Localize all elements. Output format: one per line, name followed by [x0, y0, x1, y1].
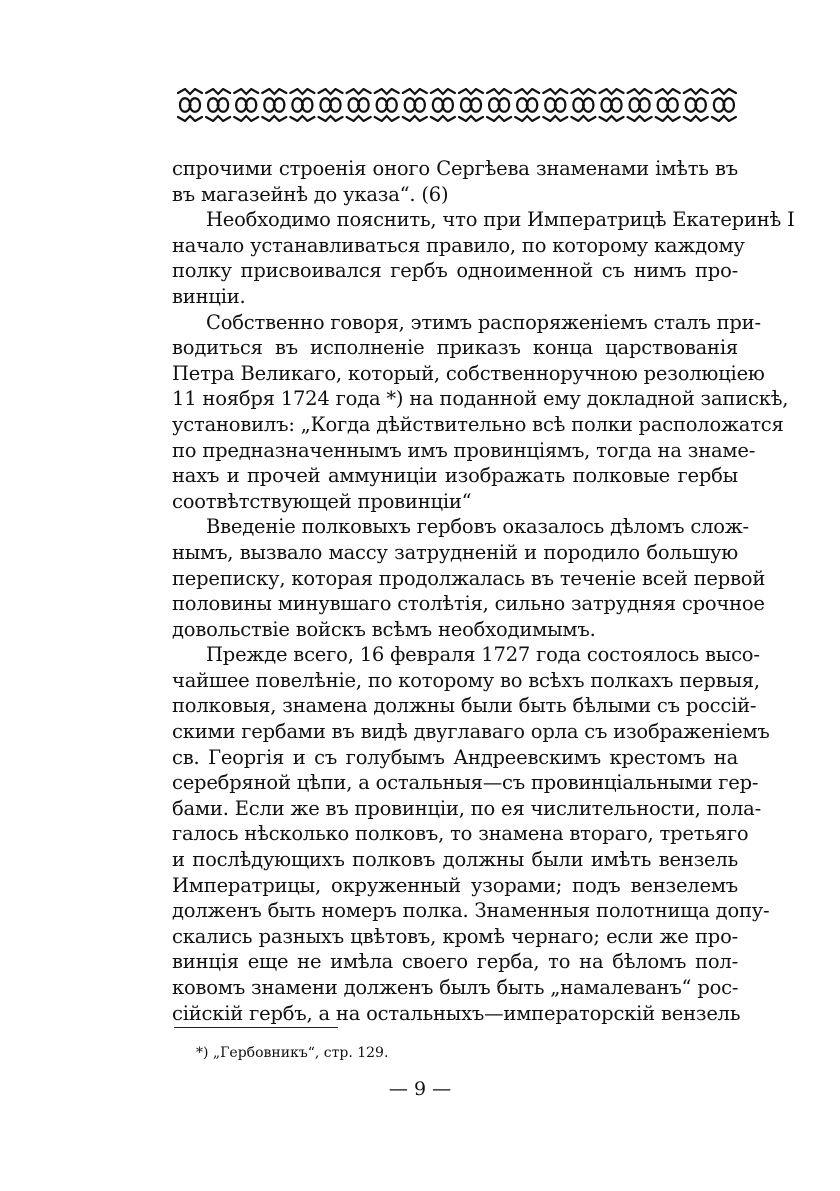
text-line: скались разныхъ цвѣтовъ, кромѣ чернаго; если же про-: [172, 924, 738, 948]
text-line: въ магазейнѣ до указа“. (6): [172, 182, 449, 206]
text-line: соотвѣтствующей провинціи“: [172, 489, 472, 513]
ornament-motif: [403, 89, 427, 121]
text-line: водиться въ исполненіе приказъ конца царствованія: [172, 336, 738, 360]
text-line: довольствіе войскъ всѣмъ необходимымъ.: [172, 617, 596, 641]
ornament-motif: [515, 89, 539, 121]
text-line: установилъ: „Когда дѣйствительно всѣ полки расположатся: [172, 412, 784, 436]
text-line: переписку, которая продолжалась въ теченіе всей первой: [172, 566, 766, 590]
text-line: ковомъ знамени долженъ былъ быть „намалеванъ“ рос-: [172, 976, 739, 999]
text-line: чайшее повелѣніе, по которому во всѣхъ полкахъ первыя,: [172, 668, 760, 692]
ornament-motif: [347, 89, 371, 121]
text-line: Петра Великаго, который, собственноручною резолюціею: [172, 361, 765, 385]
ornamental-border-band: [176, 88, 738, 122]
ornament-motif: [290, 89, 314, 121]
text-line: полковыя, знамена должны были быть бѣлыми съ россій-: [172, 694, 757, 718]
text-line: нахъ и прочей аммуниціи изображать полковые гербы: [172, 464, 738, 488]
ornament-motif: [571, 89, 595, 121]
text-line: галось нѣсколько полковъ, то знамена втораго, третьяго: [172, 822, 749, 846]
text-line: серебряной цѣпи, а остальныя—съ провинціальными гер-: [172, 771, 759, 795]
text-line: Необходимо пояснить, что при Императрицѣ Екатеринѣ I: [206, 208, 795, 232]
ornament-motif: [459, 89, 483, 121]
text-line: винція еще не имѣла своего герба, то на бѣломъ пол-: [172, 950, 738, 974]
text-line: 11 ноября 1724 года *) на поданной ему докладной запискѣ,: [172, 387, 789, 411]
ornament-motif: [375, 89, 399, 121]
ornament-motif: [600, 89, 624, 121]
text-line: полку присвоивался гербъ одноименной съ нимъ про-: [172, 259, 738, 283]
text-line: св. Георгія и съ голубымъ Андреевскимъ крестомъ на: [172, 745, 738, 769]
footnote-rule: [174, 1027, 338, 1028]
text-line: нымъ, вызвало массу затрудненій и породило большую: [172, 540, 738, 564]
ornament-motif: [656, 89, 680, 121]
text-line: спрочими строенія оного Сергѣева знаменами імѣть въ: [172, 157, 738, 180]
text-line: начало устанавливаться правило, по которому каждому: [172, 233, 745, 257]
ornament-motif: [431, 89, 455, 121]
text-line: Императрицы, окруженный узорами; подъ вензелемъ: [172, 873, 738, 897]
ornament-motif: [543, 89, 567, 121]
text-line: винціи.: [172, 284, 246, 308]
ornament-motif: [684, 89, 708, 121]
text-line: бами. Если же въ провинціи, по ея числительности, пола-: [172, 796, 761, 820]
ornament-motif: [262, 89, 286, 121]
text-line: сійскій гербъ, а на остальныхъ—императорскій вензель: [172, 1001, 741, 1025]
text-line: по предназначеннымъ имъ провинціямъ, тогда на знаме-: [172, 438, 756, 462]
ornament-motif: [206, 89, 230, 121]
footnote: *) „Гербовникъ“, стр. 129.: [196, 1045, 389, 1061]
ornament-motif: [712, 89, 736, 121]
main-text: [172, 156, 795, 1026]
ornament-motif: [178, 89, 202, 121]
text-line: скими гербами въ видѣ двуглаваго орла съ изображеніемъ: [172, 720, 770, 744]
ornament-motif: [319, 89, 343, 121]
text-line: половины минувшаго столѣтія, сильно затрудняя срочное: [172, 592, 765, 616]
text-line: долженъ быть номеръ полка. Знаменныя полотнища допу-: [172, 899, 770, 923]
ornament-motif: [628, 89, 652, 121]
text-line: Прежде всего, 16 февраля 1727 года состоялось высо-: [206, 643, 760, 667]
text-line: и послѣдующихъ полковъ должны были имѣть вензель: [172, 848, 738, 872]
page-number: — 9 —: [388, 1078, 452, 1100]
ornament-motif: [487, 89, 511, 121]
ornament-motif: [234, 89, 258, 121]
text-line: Собственно говоря, этимъ распоряженіемъ сталъ при-: [206, 310, 761, 334]
text-line: Введеніе полковыхъ гербовъ оказалось дѣломъ слож-: [206, 515, 749, 539]
